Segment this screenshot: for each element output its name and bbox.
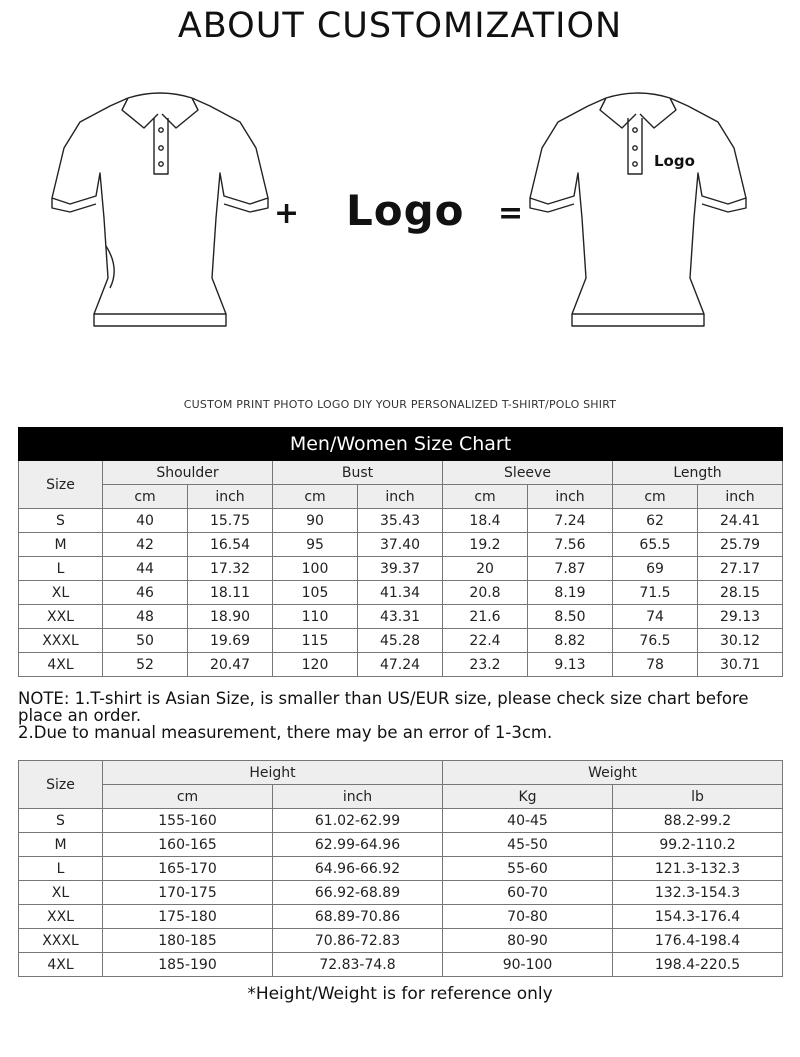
table-cell: 47.24 bbox=[358, 653, 443, 677]
table-cell: 90 bbox=[273, 509, 358, 533]
table-cell: 72.83-74.8 bbox=[273, 953, 443, 977]
unit-header: inch bbox=[698, 485, 783, 509]
plus-sign: + bbox=[274, 196, 300, 231]
table-cell: 155-160 bbox=[103, 809, 273, 833]
table-cell: 45-50 bbox=[443, 833, 613, 857]
size-cell: 4XL bbox=[19, 653, 103, 677]
table-cell: 80-90 bbox=[443, 929, 613, 953]
table-cell: 185-190 bbox=[103, 953, 273, 977]
table-cell: 115 bbox=[273, 629, 358, 653]
table-row bbox=[19, 809, 783, 833]
table-cell: 110 bbox=[273, 605, 358, 629]
table-cell: 17.32 bbox=[188, 557, 273, 581]
subtitle: CUSTOM PRINT PHOTO LOGO DIY YOUR PERSONALIZED T-SHIRT/POLO SHIRT bbox=[183, 398, 617, 411]
size-cell: 4XL bbox=[19, 953, 103, 977]
table-row bbox=[19, 929, 783, 953]
unit-header: cm bbox=[103, 485, 188, 509]
table-row bbox=[19, 857, 783, 881]
table-cell: 20.47 bbox=[188, 653, 273, 677]
table-cell: 44 bbox=[103, 557, 188, 581]
unit-header: Kg bbox=[443, 785, 613, 809]
table-cell: 70-80 bbox=[443, 905, 613, 929]
table-cell: 105 bbox=[273, 581, 358, 605]
table-cell: 68.89-70.86 bbox=[273, 905, 443, 929]
table-row bbox=[19, 905, 783, 929]
shirt-logo-text: Logo bbox=[654, 152, 695, 170]
table-cell: 52 bbox=[103, 653, 188, 677]
table-cell: 20 bbox=[443, 557, 528, 581]
table-cell: 7.87 bbox=[528, 557, 613, 581]
table-cell: 16.54 bbox=[188, 533, 273, 557]
table-cell: 175-180 bbox=[103, 905, 273, 929]
table-cell: 70.86-72.83 bbox=[273, 929, 443, 953]
unit-header: inch bbox=[188, 485, 273, 509]
size-column-header: Size bbox=[19, 761, 103, 809]
table-cell: 170-175 bbox=[103, 881, 273, 905]
table-cell: 19.69 bbox=[188, 629, 273, 653]
size-cell: XL bbox=[19, 881, 103, 905]
table-cell: 121.3-132.3 bbox=[613, 857, 783, 881]
table-cell: 61.02-62.99 bbox=[273, 809, 443, 833]
size-chart-title: Men/Women Size Chart bbox=[19, 428, 783, 461]
table-cell: 21.6 bbox=[443, 605, 528, 629]
table-cell: 45.28 bbox=[358, 629, 443, 653]
table-cell: 176.4-198.4 bbox=[613, 929, 783, 953]
table-cell: 8.19 bbox=[528, 581, 613, 605]
table-cell: 120 bbox=[273, 653, 358, 677]
table-cell: 25.79 bbox=[698, 533, 783, 557]
table-cell: 15.75 bbox=[188, 509, 273, 533]
size-cell: M bbox=[19, 533, 103, 557]
table-row bbox=[19, 833, 783, 857]
table-row bbox=[19, 533, 783, 557]
polo-shirt-blank-icon bbox=[50, 78, 270, 340]
size-cell: XXXL bbox=[19, 629, 103, 653]
table-cell: 64.96-66.92 bbox=[273, 857, 443, 881]
table-cell: 180-185 bbox=[103, 929, 273, 953]
table-cell: 35.43 bbox=[358, 509, 443, 533]
unit-header: inch bbox=[273, 785, 443, 809]
table-cell: 65.5 bbox=[613, 533, 698, 557]
size-cell: L bbox=[19, 857, 103, 881]
table-cell: 24.41 bbox=[698, 509, 783, 533]
table-row bbox=[19, 557, 783, 581]
group-header-shoulder: Shoulder bbox=[103, 461, 273, 485]
table-cell: 7.24 bbox=[528, 509, 613, 533]
table-cell: 71.5 bbox=[613, 581, 698, 605]
size-note bbox=[18, 690, 788, 741]
group-header-bust: Bust bbox=[273, 461, 443, 485]
table-row bbox=[19, 605, 783, 629]
footnote: *Height/Weight is for reference only bbox=[247, 984, 553, 1004]
unit-header: cm bbox=[613, 485, 698, 509]
group-header-height: Height bbox=[103, 761, 443, 785]
table-cell: 9.13 bbox=[528, 653, 613, 677]
table-row bbox=[19, 581, 783, 605]
equals-sign: = bbox=[498, 196, 524, 231]
logo-text: Logo bbox=[346, 186, 465, 235]
table-cell: 132.3-154.3 bbox=[613, 881, 783, 905]
unit-header: lb bbox=[613, 785, 783, 809]
table-cell: 62.99-64.96 bbox=[273, 833, 443, 857]
table-cell: 48 bbox=[103, 605, 188, 629]
size-cell: XXL bbox=[19, 605, 103, 629]
size-chart-table bbox=[18, 427, 783, 677]
table-cell: 29.13 bbox=[698, 605, 783, 629]
table-cell: 7.56 bbox=[528, 533, 613, 557]
table-cell: 23.2 bbox=[443, 653, 528, 677]
table-cell: 37.40 bbox=[358, 533, 443, 557]
table-cell: 28.15 bbox=[698, 581, 783, 605]
note-line-2: 2.Due to manual measurement, there may be an error of 1-3cm. bbox=[18, 723, 553, 742]
note-line-1: NOTE: 1.T-shirt is Asian Size, is smaller than US/EUR size, please check size chart before place an order. bbox=[18, 689, 749, 725]
table-cell: 41.34 bbox=[358, 581, 443, 605]
table-cell: 95 bbox=[273, 533, 358, 557]
table-row bbox=[19, 509, 783, 533]
table-cell: 30.71 bbox=[698, 653, 783, 677]
table-cell: 18.90 bbox=[188, 605, 273, 629]
table-cell: 40 bbox=[103, 509, 188, 533]
table-cell: 40-45 bbox=[443, 809, 613, 833]
table-cell: 154.3-176.4 bbox=[613, 905, 783, 929]
table-cell: 55-60 bbox=[443, 857, 613, 881]
size-column-header: Size bbox=[19, 461, 103, 509]
unit-header: inch bbox=[528, 485, 613, 509]
table-row bbox=[19, 953, 783, 977]
table-cell: 66.92-68.89 bbox=[273, 881, 443, 905]
size-cell: XXL bbox=[19, 905, 103, 929]
size-cell: M bbox=[19, 833, 103, 857]
unit-header: cm bbox=[273, 485, 358, 509]
table-cell: 90-100 bbox=[443, 953, 613, 977]
table-cell: 8.82 bbox=[528, 629, 613, 653]
table-cell: 50 bbox=[103, 629, 188, 653]
table-cell: 165-170 bbox=[103, 857, 273, 881]
size-cell: XXXL bbox=[19, 929, 103, 953]
table-cell: 42 bbox=[103, 533, 188, 557]
size-cell: L bbox=[19, 557, 103, 581]
unit-header: cm bbox=[443, 485, 528, 509]
table-cell: 22.4 bbox=[443, 629, 528, 653]
table-cell: 99.2-110.2 bbox=[613, 833, 783, 857]
table-cell: 46 bbox=[103, 581, 188, 605]
size-cell: XL bbox=[19, 581, 103, 605]
table-cell: 8.50 bbox=[528, 605, 613, 629]
table-cell: 62 bbox=[613, 509, 698, 533]
table-cell: 88.2-99.2 bbox=[613, 809, 783, 833]
polo-shirt-with-logo-icon bbox=[528, 78, 748, 340]
table-cell: 27.17 bbox=[698, 557, 783, 581]
page-title: ABOUT CUSTOMIZATION bbox=[177, 6, 623, 46]
unit-header: inch bbox=[358, 485, 443, 509]
table-cell: 160-165 bbox=[103, 833, 273, 857]
table-cell: 18.4 bbox=[443, 509, 528, 533]
table-cell: 78 bbox=[613, 653, 698, 677]
unit-header: cm bbox=[103, 785, 273, 809]
height-weight-table bbox=[18, 760, 783, 977]
table-cell: 76.5 bbox=[613, 629, 698, 653]
table-cell: 39.37 bbox=[358, 557, 443, 581]
table-row bbox=[19, 629, 783, 653]
group-header-length: Length bbox=[613, 461, 783, 485]
group-header-weight: Weight bbox=[443, 761, 783, 785]
table-cell: 19.2 bbox=[443, 533, 528, 557]
table-cell: 20.8 bbox=[443, 581, 528, 605]
table-row bbox=[19, 881, 783, 905]
table-cell: 30.12 bbox=[698, 629, 783, 653]
table-cell: 100 bbox=[273, 557, 358, 581]
table-cell: 69 bbox=[613, 557, 698, 581]
table-row bbox=[19, 653, 783, 677]
size-cell: S bbox=[19, 809, 103, 833]
group-header-sleeve: Sleeve bbox=[443, 461, 613, 485]
table-cell: 18.11 bbox=[188, 581, 273, 605]
table-cell: 60-70 bbox=[443, 881, 613, 905]
table-cell: 198.4-220.5 bbox=[613, 953, 783, 977]
table-cell: 43.31 bbox=[358, 605, 443, 629]
table-cell: 74 bbox=[613, 605, 698, 629]
size-cell: S bbox=[19, 509, 103, 533]
